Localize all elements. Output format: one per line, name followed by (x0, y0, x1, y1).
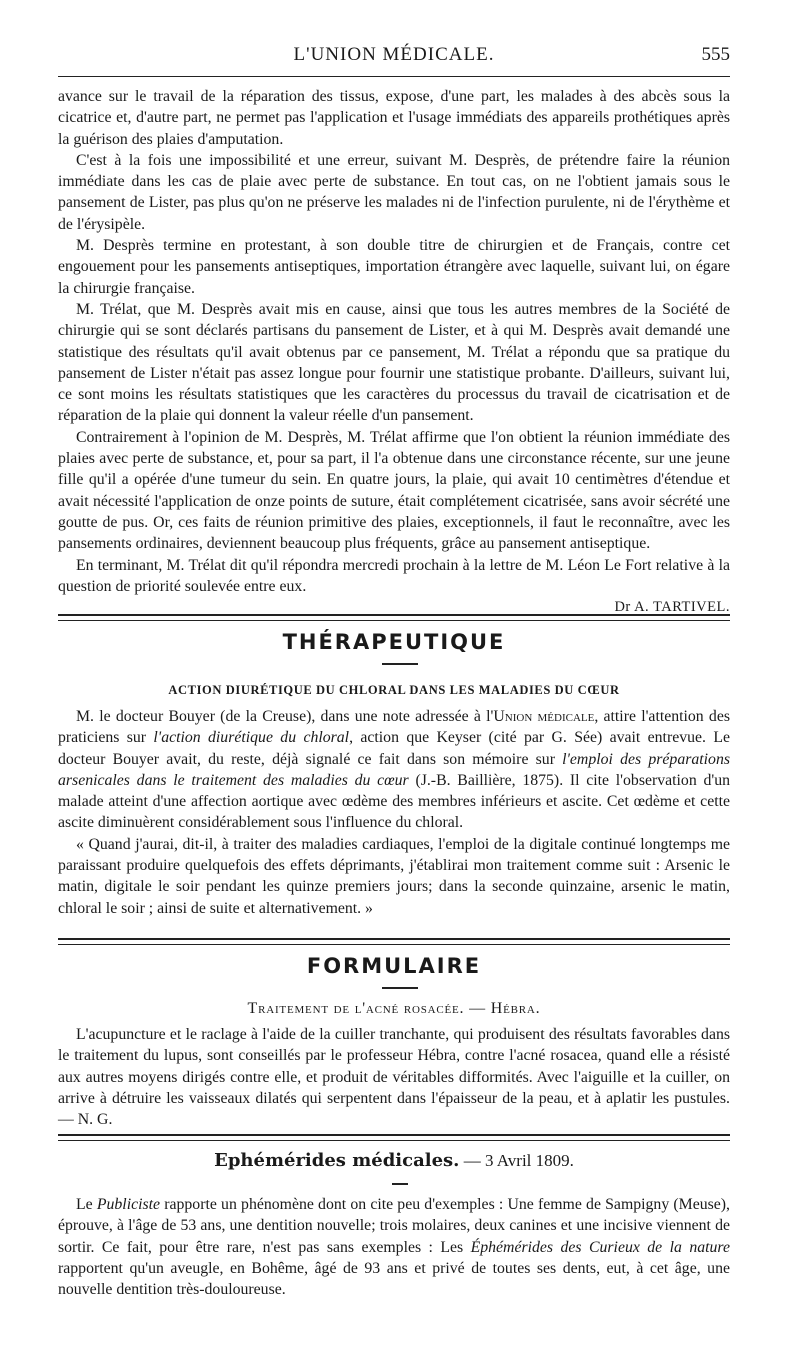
title-dash (382, 987, 418, 989)
society-report (58, 86, 730, 618)
running-header (58, 40, 730, 74)
ephemerides-article (58, 1194, 730, 1300)
article-title-chloral: ACTION DIURÉTIQUE DU CHLORAL DANS LES MALADIES DU CŒUR (168, 683, 620, 697)
paragraph: Contrairement à l'opinion de M. Desprès, M. Trélat affirme que l'on obtient la réunion immédiate des plaies avec perte de substance, et, pour sa part, il l'a obtenue dans une circonstance récente, sur une jeune fille qu'il a opérée d'une tumeur du sein. En quatre jours, la plaie, qui avait 10 centimètres d'étendue et avait nécessité l'application de onze points de suture, était complétement cicatrisée, sans avoir sécrété une goutte de pus. Or, ces faits de réunion primitive des plaies, exceptionnels, il faut le reconnaître, avec les pansements ordinaires, deviennent beaucoup plus fréquents, grâce au pansement antiseptique. (58, 428, 730, 553)
paragraph: M. Trélat, que M. Desprès avait mis en cause, ainsi que tous les autres membres de la Société de chirurgie qui se sont déclarés partisans du pansement de Lister, et à qui M. Desprès avait demandé une statistique des résultats qu'il avait obtenus par ce pansement, M. Trélat a répondu que sa pratique du pansement de Lister n'était pas assez longue pour fournir une statistique probante. D'ailleurs, suivant lui, ce sont moins les résultats statistiques que les caractères du processus du travail de cicatrisation et de réparation de la plaie qui donnent la valeur réelle d'un pansement. (58, 300, 730, 425)
paragraph: Le Publiciste rapporte un phénomène dont on cite peu d'exemples : Une femme de Sampigny (Meuse), éprouve, à l'âge de 53 ans, une dentition nouvelle; trois molaires, deux canines et une incisive viennent de sortir. Ce fait, pour être rare, n'est pas sans exemples : Les Éphémérides des Curieux de la nature rapportent qu'un aveugle, en Bohême, âgé de 93 ans et privé de toutes ses dents, eut, à cet âge, une nouvelle dentition très-douloureuse. (58, 1196, 730, 1299)
section-title-formulaire: FORMULAIRE (306, 954, 482, 978)
formulaire-article (58, 1024, 730, 1130)
therapeutique-article (58, 706, 730, 919)
paragraph: avance sur le travail de la réparation des tissus, expose, d'une part, les malades à des abcès sous la cicatrice et, d'autre part, ne permet pas l'application et l'usage immédiats des appareils prothétiques après la guérison des plaies d'amputation. (58, 88, 730, 148)
page-number: 555 (701, 44, 730, 65)
title-dash (392, 1183, 408, 1185)
title-dash (382, 663, 418, 665)
section-rule (58, 938, 730, 945)
paragraph: L'acupuncture et le raclage à l'aide de la cuiller tranchante, qui produisent des résultats favorables dans le traitement du lupus, sont conseillés par le professeur Hébra, contre l'acné rosacea, quand elle a résisté aux autres moyens dirigés contre elle, et produit de véritables difformités. Avec l'aiguille et la cuiller, on arrive à détruire les vaisseaux dilatés qui serpentent dans l'épaisseur de la peau, et à aplatir les pustules. — N. G. (58, 1026, 730, 1129)
section-title-therapeutique: THÉRAPEUTIQUE (282, 630, 506, 654)
paragraph: M. le docteur Bouyer (de la Creuse), dans une note adressée à l'Union médicale, attire l'attention des praticiens sur l'action diurétique du chloral, action que Keyser (cité par G. Sée) avait entrevue. Le docteur Bouyer avait, du reste, déjà signalé ce fait dans son mémoire sur l'emploi des préparations arsenicales dans le traitement des maladies du cœur (J.-B. Baillière, 1875). Il cite l'observation d'un malade atteint d'une affection aortique avec œdème des membres inférieurs et ascite. Cet œdème et cette ascite diminuèrent considérablement sous l'influence du chloral. (58, 708, 730, 832)
journal-name: Union médicale (493, 708, 595, 725)
journal-title: L'UNION MÉDICALE. (293, 44, 495, 65)
ephemerides-title: Ephémérides médicales. — 3 Avril 1809. (214, 1150, 574, 1171)
paragraph: M. Desprès termine en protestant, à son double titre de chirurgien et de Français, contre cet engouement pour les pansements antiseptiques, importation étrangère avec laquelle, suivant lui, on égare la chirurgie française. (58, 237, 730, 297)
author-signature: Dr A. TARTIVEL. (614, 599, 730, 616)
article-title-acne: Traitement de l'acné rosacée. — Hébra. (247, 1000, 541, 1017)
paragraph: « Quand j'aurai, dit-il, à traiter des maladies cardiaques, l'emploi de la digitale continué longtemps me paraissant produire quelquefois des effets déprimants, j'établirai mon traitement comme suit : Arsenic le matin, digitale le soir pendant les quinze premiers jours; dans la seconde quinzaine, arsenic le matin, chloral le soir ; ainsi de suite et alternativement. » (58, 835, 730, 917)
header-rule (58, 76, 730, 77)
section-rule (58, 614, 730, 621)
section-rule (58, 1134, 730, 1141)
paragraph: C'est à la fois une impossibilité et une erreur, suivant M. Desprès, de prétendre faire la réunion immédiate dans les cas de plaie avec perte de substance. En tout cas, on ne l'obtient jamais sous le pansement de Lister, pas plus qu'on ne préserve les malades ni de l'infection purulente, ni de l'érythème et de l'érysipèle. (58, 151, 730, 233)
paragraph: En terminant, M. Trélat dit qu'il répondra mercredi prochain à la lettre de M. Léon Le Fort relative à la question de priorité soulevée entre eux. (58, 556, 730, 595)
